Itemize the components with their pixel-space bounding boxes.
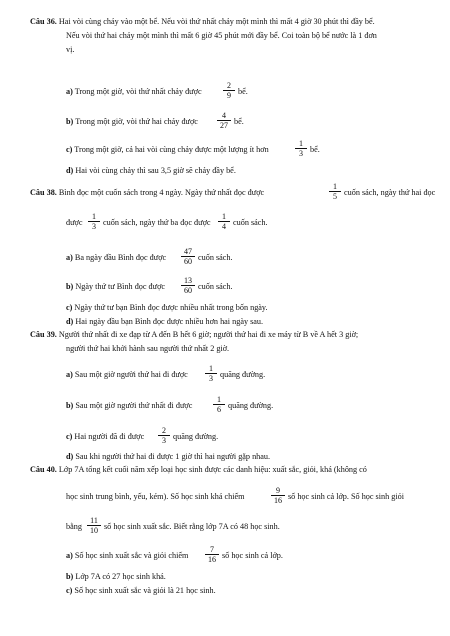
q38-fraction-2: $\frac{1}{3}$ — [88, 212, 100, 231]
q40-line1: Câu 40. Lớp 7A tổng kết cuối năm xếp loại học sinh được các danh hiệu: xuất sắc, giỏi, khá (không có — [30, 465, 367, 474]
q39-b-tail: quãng đường. — [228, 401, 274, 410]
q38-line2-start: được — [66, 218, 83, 227]
q38-b-fraction: $\frac{13}{60}$ — [181, 276, 195, 295]
q38-a-fraction: $\frac{47}{60}$ — [181, 247, 195, 266]
q36-line1: Câu 36. Hai vòi cùng chảy vào một bể. Nếu vòi thứ nhất chảy một mình thì mất 4 giờ 30 phút thì đầy bể. — [30, 17, 375, 26]
q40-a-tail: số học sinh cả lớp. — [222, 551, 283, 560]
q39-label: Câu 39. — [30, 330, 57, 339]
q36-option-d: d) Hai vòi cùng chảy thì sau 3,5 giờ sẽ chảy đầy bể. — [66, 166, 236, 175]
q40-option-b: b) Lớp 7A có 27 học sinh khá. — [66, 572, 166, 581]
q38-option-d: d) Hai ngày đầu bạn Bình đọc được nhiều hơn hai ngày sau. — [66, 317, 264, 326]
q39-option-d: d) Sau khi người thứ hai đi được 1 giờ thì hai người gặp nhau. — [66, 452, 271, 461]
q39-a-tail: quãng đường. — [220, 370, 266, 379]
q38-option-a: a) Ba ngày đầu Bình đọc được — [66, 253, 167, 262]
q36-option-c: c) Trong một giờ, cả hai vòi cùng chảy được một lượng ít hơn — [66, 145, 269, 154]
q39-line2: người thứ hai khởi hành sau người thứ nhất 2 giờ. — [66, 344, 230, 353]
q36-line2: Nếu vòi thứ hai chảy một mình thì mất 6 giờ 45 phút mới đầy bể. Coi toàn bộ bể nước là 1 đơn — [66, 31, 377, 40]
q40-fraction-1: $\frac{9}{16}$ — [271, 486, 285, 505]
q40-label: Câu 40. — [30, 465, 57, 474]
q40-line2-end: số học sinh cả lớp. Số học sinh giỏi — [288, 492, 404, 501]
q39-line1: Câu 39. Người thứ nhất đi xe đạp từ A đến B hết 6 giờ; người thứ hai đi xe máy từ B về A hết 3 giờ; — [30, 330, 359, 339]
q36-a-tail: bể. — [238, 87, 248, 96]
q36-label: Câu 36. — [30, 17, 57, 26]
q38-line1: Câu 38. Bình đọc một cuốn sách trong 4 ngày. Ngày thứ nhất đọc được — [30, 188, 265, 197]
q36-b-fraction: $\frac{4}{27}$ — [217, 111, 231, 130]
q38-line1-tail: cuốn sách, ngày thứ hai đọc — [344, 188, 436, 197]
q39-c-tail: quãng đường. — [173, 432, 219, 441]
q38-a-tail: cuốn sách. — [198, 253, 233, 262]
q36-line3: vị. — [66, 45, 75, 54]
q36-b-tail: bể. — [234, 117, 244, 126]
q38-option-c: c) Ngày thứ tư bạn Bình đọc được nhiều nhất trong bốn ngày. — [66, 303, 268, 312]
q39-option-b: b) Sau một giờ người thứ nhất đi được — [66, 401, 193, 410]
q36-c-tail: bể. — [310, 145, 320, 154]
q38-line2-end: cuốn sách. — [233, 218, 268, 227]
q39-a-fraction: $\frac{1}{3}$ — [205, 364, 217, 383]
q36-c-fraction: $\frac{1}{3}$ — [295, 139, 307, 158]
q38-line2-mid: cuốn sách, ngày thứ ba đọc được — [103, 218, 211, 227]
q38-fraction-3: $\frac{1}{4}$ — [218, 212, 230, 231]
q39-c-fraction: $\frac{2}{3}$ — [158, 426, 170, 445]
q40-line3-start: bằng — [66, 522, 82, 531]
q38-b-tail: cuốn sách. — [198, 282, 233, 291]
q38-fraction-1: $\frac{1}{5}$ — [329, 182, 341, 201]
q38-label: Câu 38. — [30, 188, 57, 197]
q39-option-c: c) Hai người đã đi được — [66, 432, 145, 441]
q40-fraction-2: $\frac{11}{10}$ — [87, 516, 101, 535]
q38-option-b: b) Ngày thứ tư Bình đọc được — [66, 282, 166, 291]
q40-option-a: a) Số học sinh xuất sắc và giỏi chiếm — [66, 551, 189, 560]
q39-b-fraction: $\frac{1}{6}$ — [213, 395, 225, 414]
q36-a-fraction: $\frac{2}{9}$ — [223, 81, 235, 100]
q36-option-b: b) Trong một giờ, vòi thứ hai chảy được — [66, 117, 198, 126]
q40-line3-end: số học sinh xuất sắc. Biết rằng lớp 7A có 48 học sinh. — [104, 522, 280, 531]
q39-option-a: a) Sau một giờ người thứ hai đi được — [66, 370, 188, 379]
q40-a-fraction: $\frac{7}{16}$ — [205, 545, 219, 564]
q36-option-a: a) Trong một giờ, vòi thứ nhất chảy được — [66, 87, 202, 96]
q40-option-c: c) Số học sinh xuất sắc và giỏi là 21 học sinh. — [66, 586, 216, 595]
q40-line2-start: học sinh trung bình, yếu, kém). Số học sinh khá chiếm — [66, 492, 245, 501]
